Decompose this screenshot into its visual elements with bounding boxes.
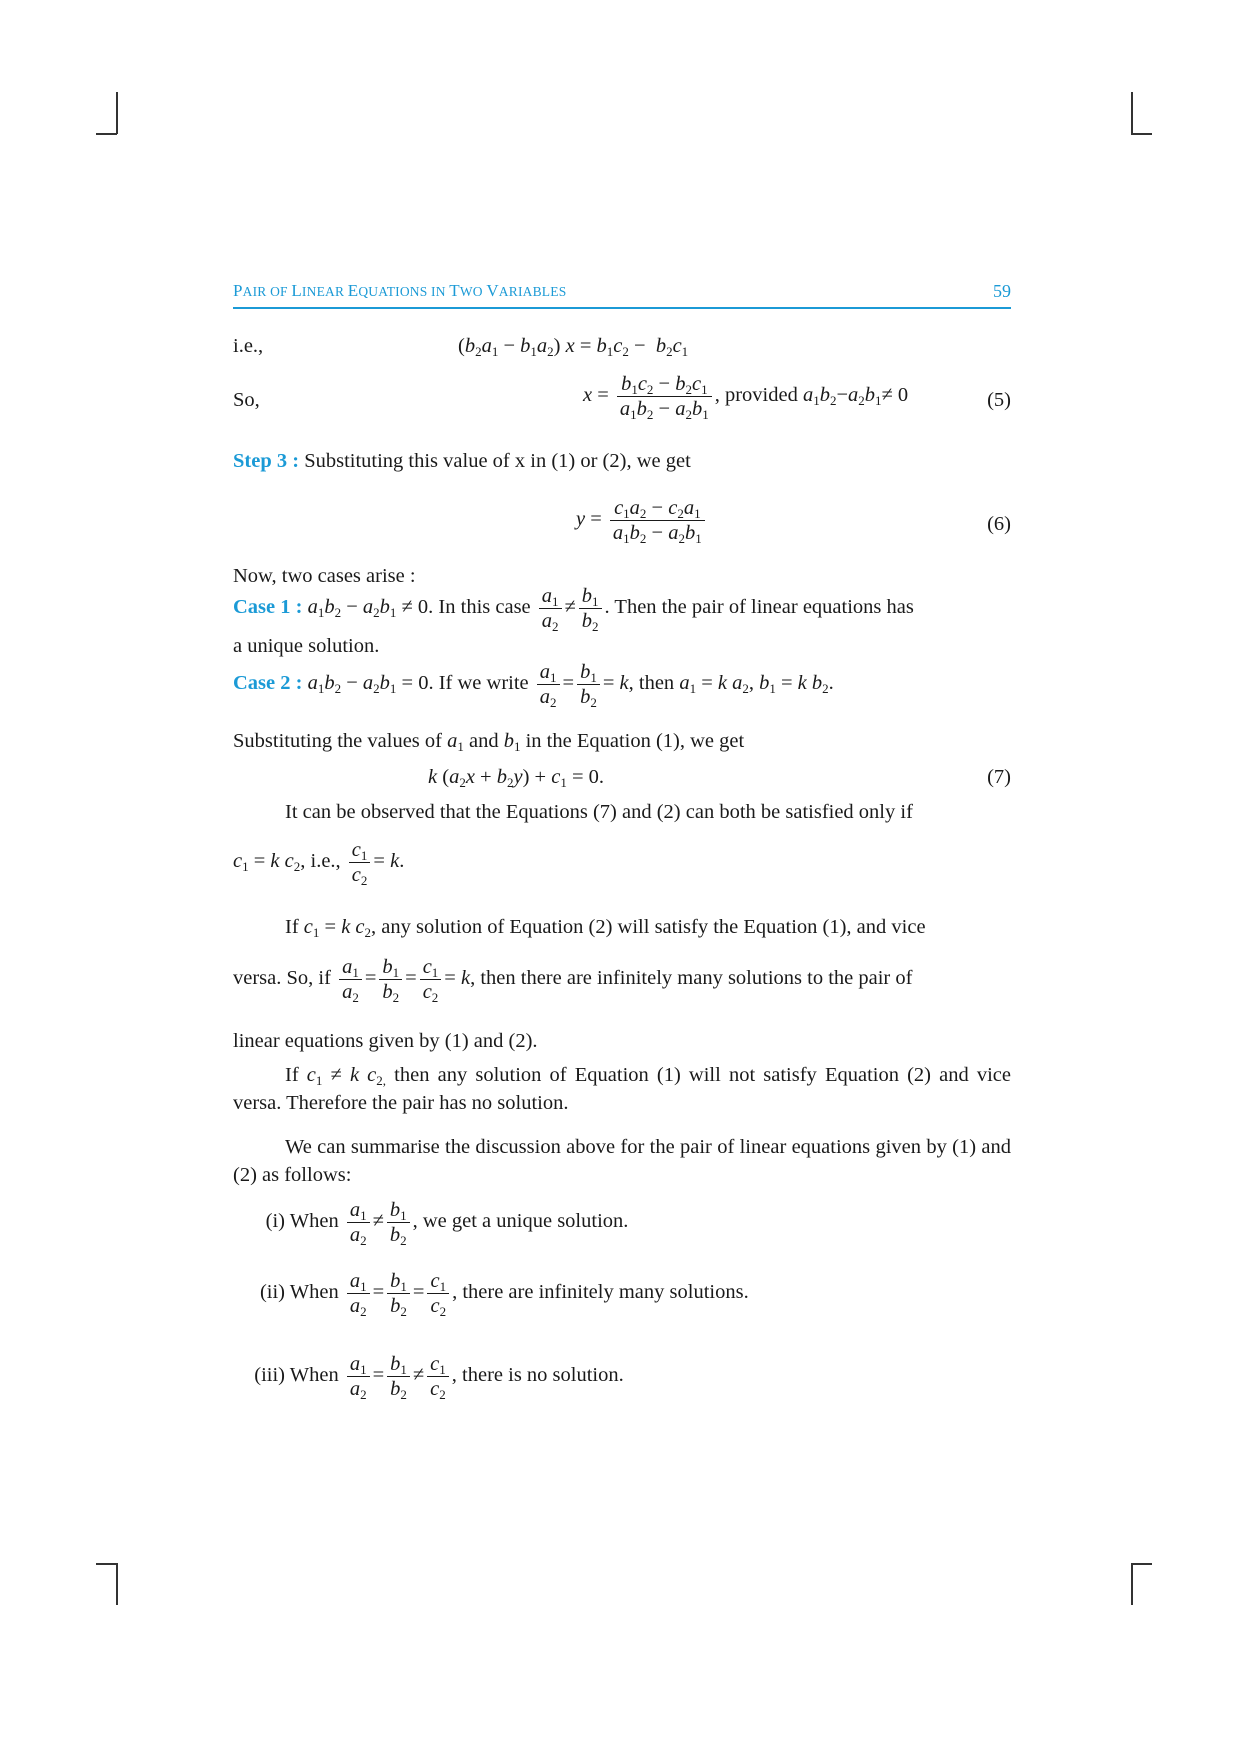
crop-mark-top-left-h (96, 133, 117, 135)
case-2: Case 2 : $a_1b_2 - a_2b_1 = 0$. If we write $\frac{a_1}{a_2}$ = $\frac{b_1}{b_2}$ = k, then $a_1 = k$ $a_2$, $b_1 = k$ $b_2$. (233, 661, 834, 710)
case-1: Case 1 : $a_1b_2 - a_2b_1 \ne 0$. In this case $\frac{a_1}{a_2}$ ≠ $\frac{b_1}{b_2}$ . Then the pair of linear equations has (233, 585, 914, 634)
summary-item-2: (ii) When $\frac{a_1}{a_2}$ = $\frac{b_1}{b_2}$ = $\frac{c_1}{c_2}$ , there are infinitely many solutions. (259, 1270, 749, 1319)
observed: It can be observed that the Equations (7) and (2) can both be satisfied only if (285, 801, 913, 823)
crop-mark-bottom-right (1131, 1563, 1133, 1605)
crop-mark-top-right-h (1131, 133, 1152, 135)
step-3-label: Step 3 : (233, 450, 300, 472)
running-title: PAIR OF LINEAR EQUATIONS IN TWO VARIABLES (233, 281, 567, 300)
crop-mark-bottom-right-h (1131, 1563, 1152, 1565)
case-1-cont: a unique solution. (233, 635, 380, 657)
equation-ie: i.e., $(b_2a_1 - b_1a_2) x = b_1c_2 - b_2c_1$ (233, 335, 689, 359)
case-2-label: Case 2 : (233, 672, 303, 695)
crop-mark-bottom-left (116, 1563, 118, 1605)
crop-mark-top-right (1131, 92, 1133, 134)
summary-item-1: (i) When $\frac{a_1}{a_2}$ ≠ $\frac{b_1}{b_2}$ , we get a unique solution. (265, 1199, 629, 1248)
if-c1-neq-kc2: If $c_1 \ne k$ $c_{2,}$ then any solution of Equation (1) will not satisfy Equation (2) and vice versa. Therefore the pair has no solution. (233, 1064, 1012, 1114)
crop-mark-top-left (116, 92, 118, 134)
equation-6: y = $\frac{c_1a_2 - c_2a_1}{a_1b_2 - a_2b_1}$ (6) (576, 497, 1011, 546)
page-number: 59 (993, 281, 1011, 301)
versa-so-if: versa. So, if $\frac{a_1}{a_2}$ = $\frac{b_1}{b_2}$ = $\frac{c_1}{c_2}$ = k, then there are infinitely many solutions to the pair of (233, 956, 913, 1005)
header-rule (233, 307, 1011, 309)
linear-given: linear equations given by (1) and (2). (233, 1030, 538, 1052)
case-1-label: Case 1 : (233, 596, 303, 619)
equation-5: So, x = $\frac{b_1c_2 - b_2c_1}{a_1b_2 - a_2b_1}$ , provided $a_1b_2-a_2b_1\ne 0$ (5) (233, 373, 1011, 422)
summary-item-3: (iii) When $\frac{a_1}{a_2}$ = $\frac{b_1}{b_2}$ ≠ $\frac{c_1}{c_2}$ , there is no solution. (254, 1353, 624, 1402)
step-3: Step 3 : Substituting this value of x in (1) or (2), we get (233, 450, 691, 472)
if-c1-kc2: If $c_1 = k$ $c_2$, any solution of Equation (2) will satisfy the Equation (1), and vice (285, 916, 926, 940)
substituting: Substituting the values of $a_1$ and $b_1$ in the Equation (1), we get (233, 730, 745, 754)
c1-equals-kc2: $c_1 = k$ $c_2$, i.e., $\frac{c_1}{c_2}$ = k. (233, 839, 405, 888)
two-cases: Now, two cases arise : (233, 565, 416, 587)
summarise: We can summarise the discussion above for the pair of linear equations given by (1) and (2) as follows: (233, 1136, 1011, 1186)
running-header (233, 281, 1011, 307)
crop-mark-bottom-left-h (96, 1563, 117, 1565)
